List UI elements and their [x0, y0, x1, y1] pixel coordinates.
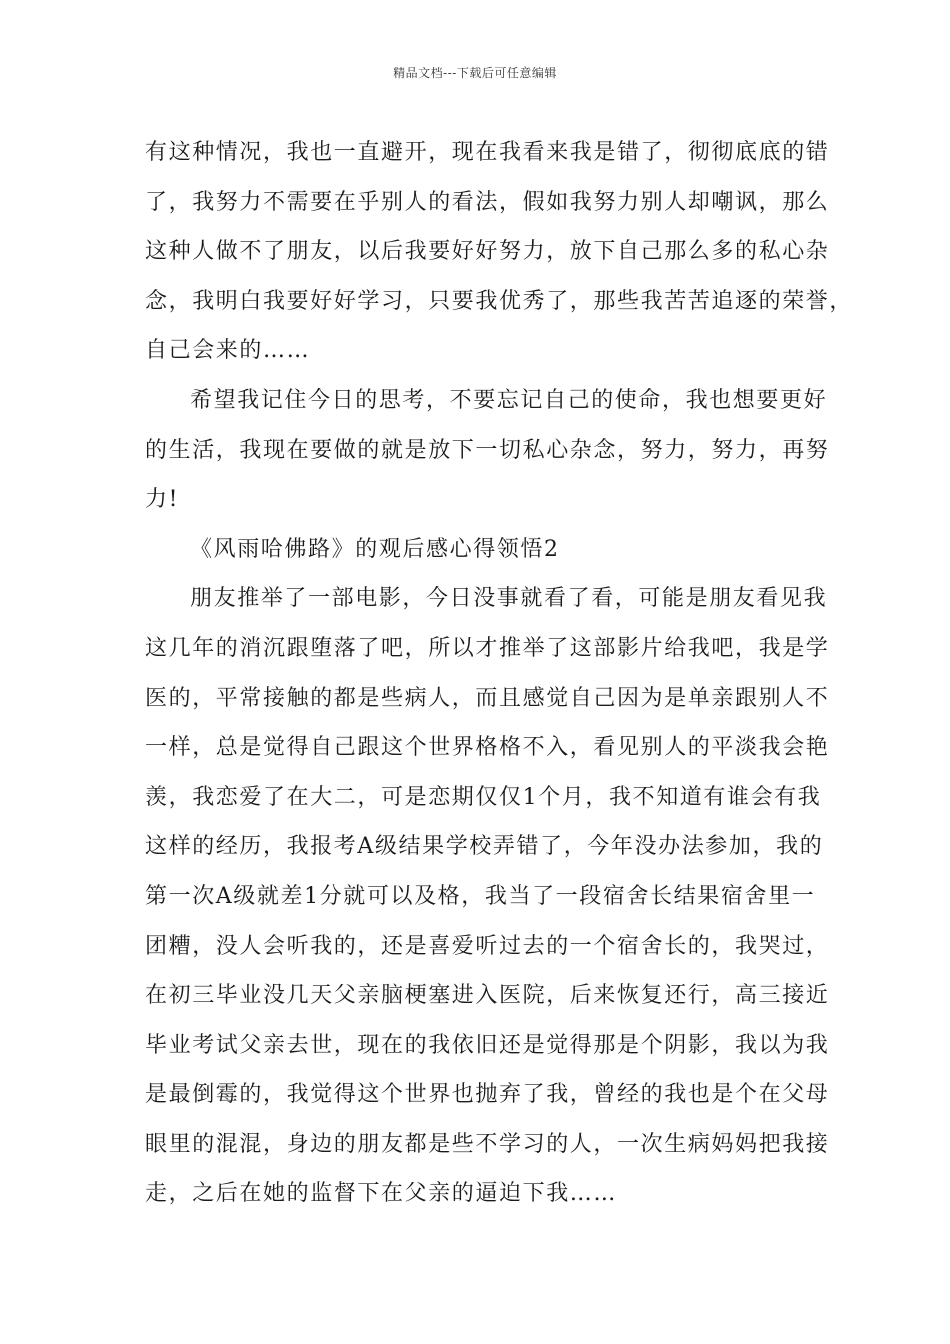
text-line: 念，我明白我要好好学习，只要我优秀了，那些我苦苦追逐的荣誉， — [145, 288, 854, 314]
text-line: 这样的经历，我报考A级结果学校弄错了，今年没办法参加，我的 — [145, 834, 824, 860]
text-line: 在初三毕业没几天父亲脑梗塞进入医院，后来恢复还行，高三接近 — [145, 983, 830, 1009]
text-line: 《风雨哈佛路》的观后感心得领悟2 — [190, 536, 560, 562]
text-line: 毕业考试父亲去世，现在的我依旧还是觉得那是个阴影，我以为我 — [145, 1032, 830, 1058]
text-line: 有这种情况，我也一直避开，现在我看来我是错了，彻彻底底的错 — [145, 140, 830, 165]
text-line: 这种人做不了朋友，以后我要好好努力，放下自己那么多的私心杂 — [145, 239, 830, 265]
body-text — [145, 128, 854, 1219]
page-header: 精品文档---下载后可任意编辑 — [393, 66, 557, 80]
text-line: 团糟，没人会听我的，还是喜爱听过去的一个宿舍长的，我哭过， — [145, 933, 830, 959]
text-line: 这几年的消沉跟堕落了吧，所以才推举了这部影片给我吧，我是学 — [145, 635, 830, 661]
text-line: 羡，我恋爱了在大二，可是恋期仅仅1个月，我不知道有谁会有我 — [145, 784, 822, 810]
text-line: 第一次A级就差1分就可以及格，我当了一段宿舍长结果宿舍里一 — [145, 883, 816, 909]
text-line: 眼里的混混，身边的朋友都是些不学习的人，一次生病妈妈把我接 — [145, 1131, 830, 1157]
text-line: 的生活，我现在要做的就是放下一切私心杂念，努力，努力，再努 — [145, 437, 830, 463]
text-line: 一样，总是觉得自己跟这个世界格格不入，看见别人的平淡我会艳 — [145, 735, 830, 761]
text-line: 医的，平常接触的都是些病人，而且感觉自己因为是单亲跟别人不 — [145, 685, 830, 711]
text-line: 朋友推举了一部电影，今日没事就看了看，可能是朋友看见我 — [190, 586, 828, 612]
text-line: 希望我记住今日的思考，不要忘记自己的使命，我也想要更好 — [190, 387, 828, 413]
text-line: 走，之后在她的监督下在父亲的逼迫下我…… — [145, 1181, 618, 1207]
text-line: 是最倒霉的，我觉得这个世界也抛弃了我，曾经的我也是个在父母 — [145, 1082, 830, 1108]
text-line: 自己会来的…… — [145, 338, 311, 364]
text-line: 力! — [145, 487, 180, 513]
text-line: 了，我努力不需要在乎别人的看法，假如我努力别人却嘲讽，那么 — [145, 189, 830, 215]
